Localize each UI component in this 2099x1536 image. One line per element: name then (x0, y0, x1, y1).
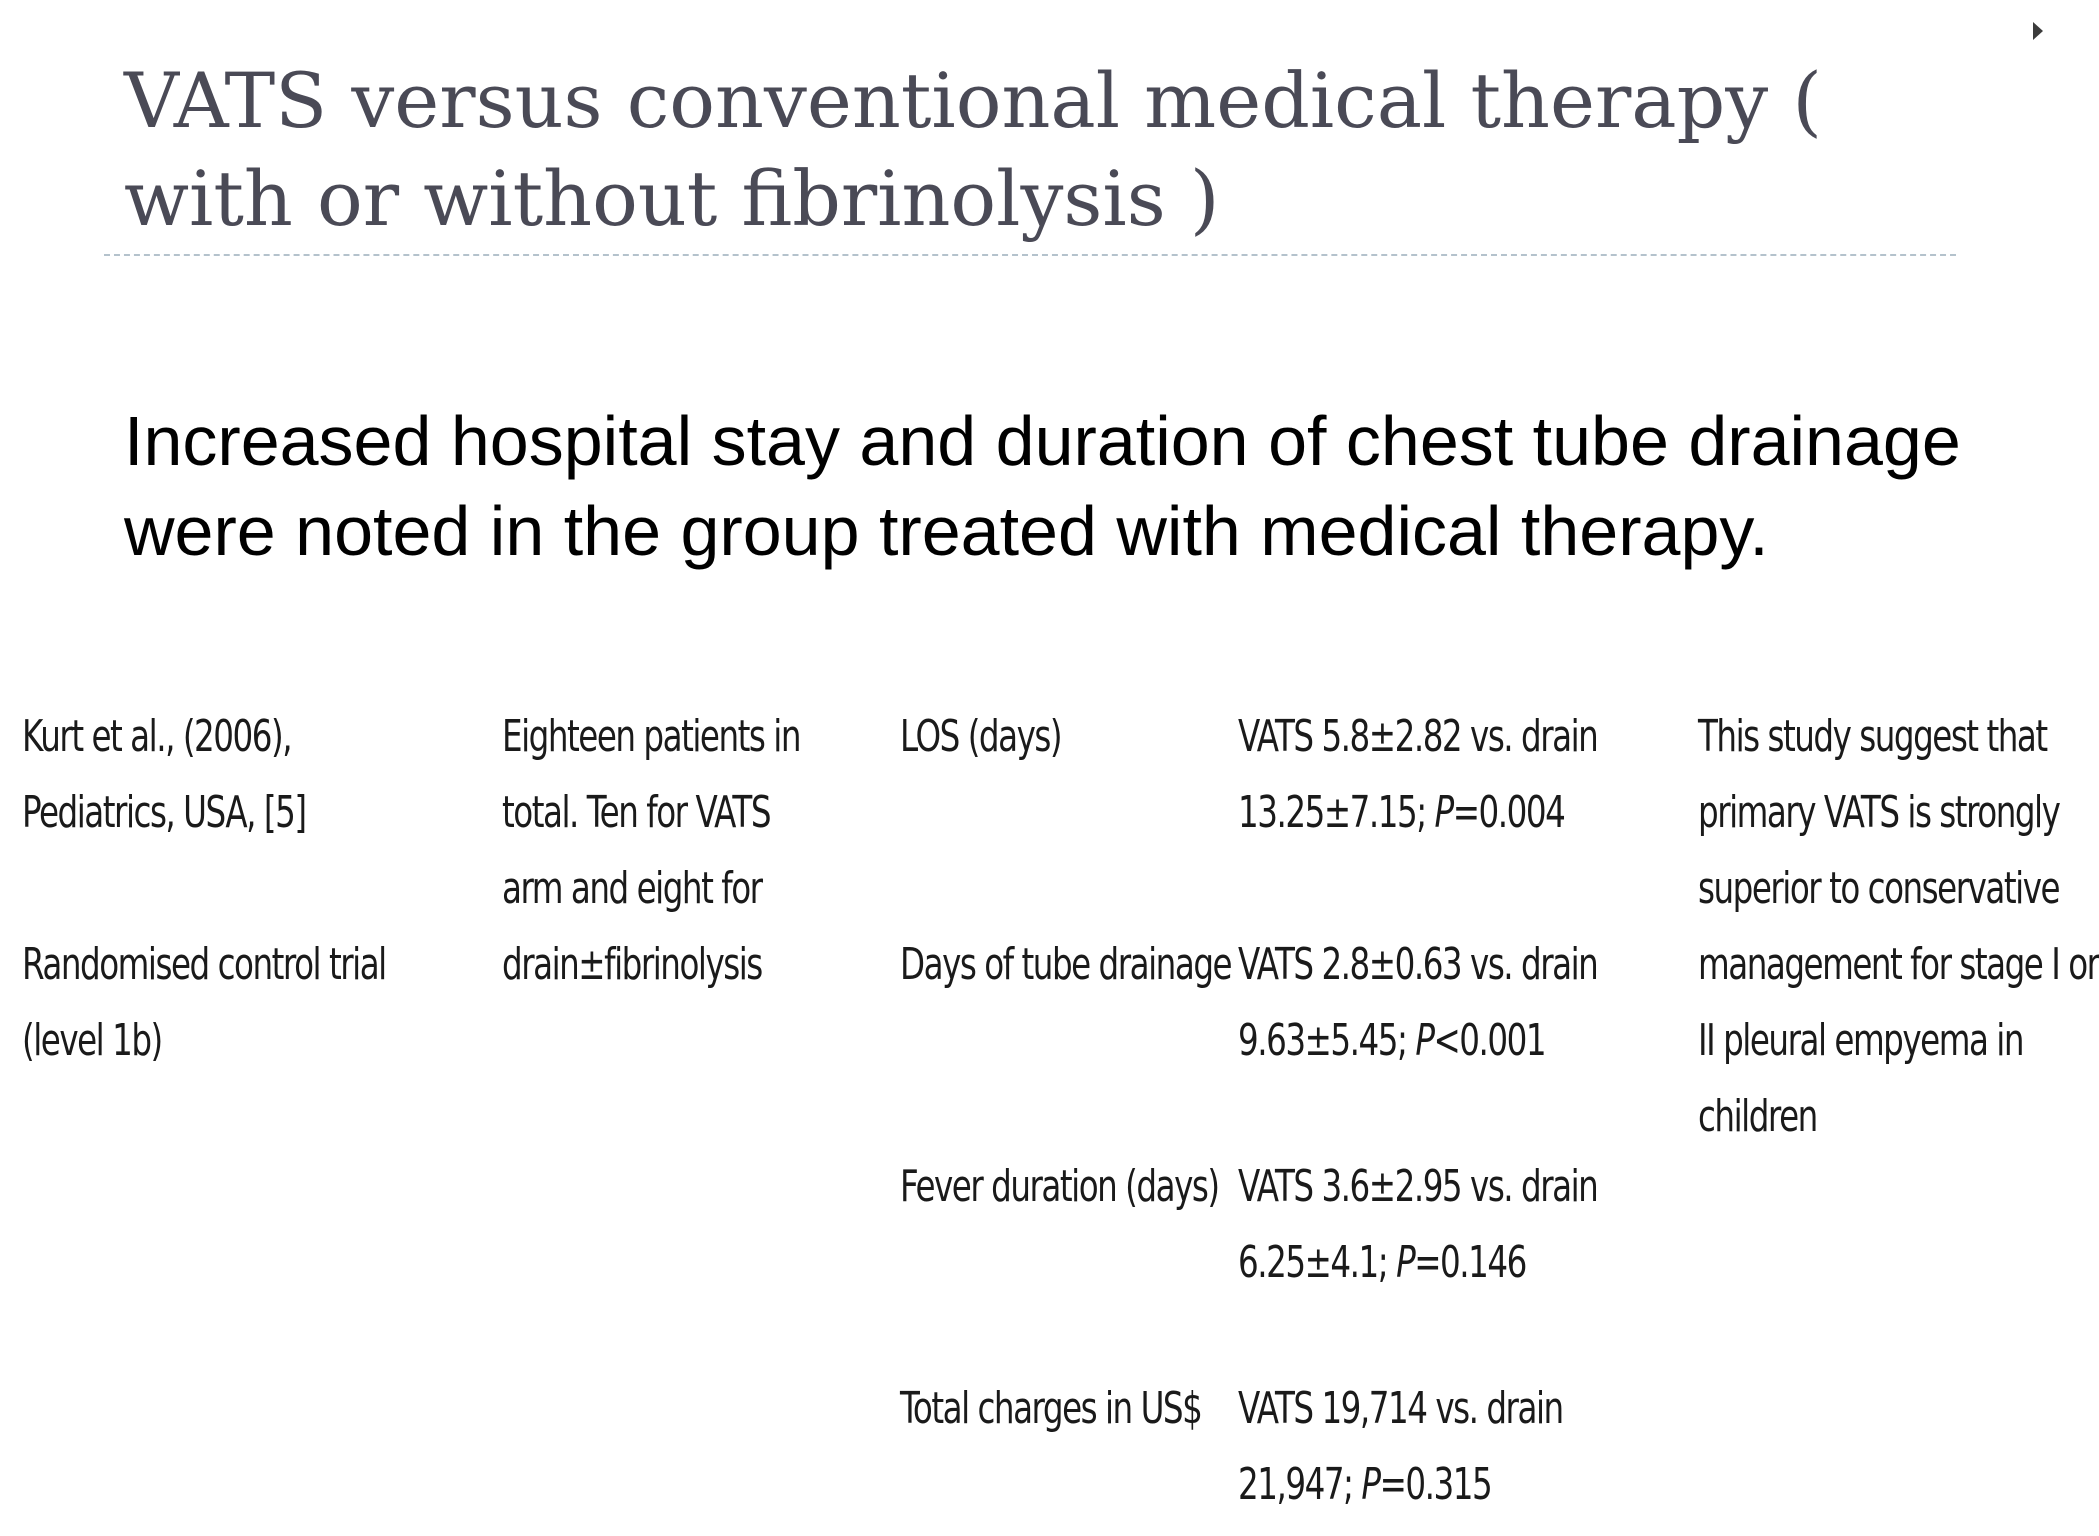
design-line-1: Randomised control trial (22, 939, 386, 990)
citation-line-2: Pediatrics, USA, [5] (22, 787, 306, 838)
conclusion-line-3: superior to conservative (1698, 863, 2060, 914)
outcome-measure-los: LOS (days) (900, 711, 1062, 762)
slide-title: VATS versus conventional medical therapy ( with or without fibrinolysis ) (124, 56, 1823, 243)
body-text: Increased hospital stay and duration of chest tube drainage were noted in the group treated with medical therapy. (124, 402, 1961, 570)
result-tube-line-1: VATS 2.8±0.63 vs. drain (1238, 939, 1598, 990)
conclusion-line-4: management for stage I or (1698, 939, 2099, 990)
outcome-measure-charges: Total charges in US$ (900, 1383, 1202, 1434)
patients-line-4: drain±fibrinolysis (502, 939, 762, 990)
patients-line-2: total. Ten for VATS (502, 787, 771, 838)
result-charges-line-1: VATS 19,714 vs. drain (1238, 1383, 1563, 1434)
outcome-measure-fever: Fever duration (days) (900, 1161, 1219, 1212)
title-divider (104, 254, 1956, 256)
conclusion-line-5: II pleural empyema in (1698, 1015, 2024, 1066)
patients-line-3: arm and eight for (502, 863, 762, 914)
conclusion-line-6: children (1698, 1091, 1817, 1142)
result-los-line-2: 13.25±7.15; P=0.004 (1238, 787, 1565, 838)
result-fever-line-2: 6.25±4.1; P=0.146 (1238, 1237, 1526, 1288)
study-table (0, 700, 2099, 1536)
bullet-arrow-icon (2033, 22, 2043, 40)
design-line-2: (level 1b) (22, 1015, 162, 1066)
result-los-line-1: VATS 5.8±2.82 vs. drain (1238, 711, 1598, 762)
result-tube-line-2: 9.63±5.45; P<0.001 (1238, 1015, 1546, 1066)
conclusion-line-1: This study suggest that (1698, 711, 2047, 762)
result-charges-line-2: 21,947; P=0.315 (1238, 1459, 1492, 1510)
outcome-measure-tube-drainage: Days of tube drainage (900, 939, 1232, 990)
conclusion-line-2: primary VATS is strongly (1698, 787, 2060, 838)
result-fever-line-1: VATS 3.6±2.95 vs. drain (1238, 1161, 1598, 1212)
patients-line-1: Eighteen patients in (502, 711, 801, 762)
citation-line-1: Kurt et al., (2006), (22, 711, 292, 762)
